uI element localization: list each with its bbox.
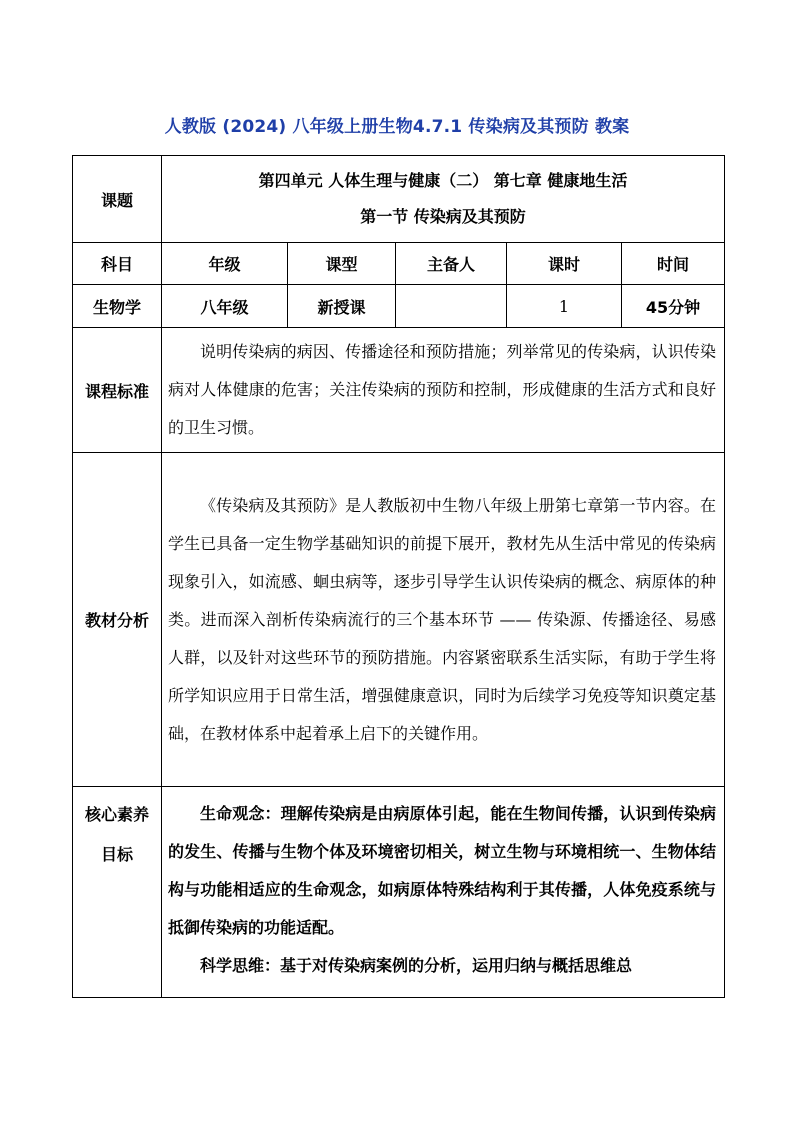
analysis-label: 教材分析: [73, 453, 162, 787]
header-periods: 课时: [507, 243, 622, 285]
standard-content: [162, 328, 725, 453]
analysis-row: [73, 453, 725, 787]
standard-row: [73, 328, 725, 453]
info-header-row: [73, 243, 725, 285]
value-subject: 生物学: [73, 285, 162, 328]
value-periods: 1: [507, 285, 622, 328]
core-paragraph-2: 科学思维：基于对传染病案例的分析，运用归纳与概括思维总: [200, 956, 633, 975]
topic-row: [73, 156, 725, 243]
document-title: 人教版 (2024) 八年级上册生物4.7.1 传染病及其预防 教案: [164, 117, 630, 137]
value-preparer: [396, 285, 507, 328]
header-duration: 时间: [622, 243, 725, 285]
header-grade: 年级: [162, 243, 288, 285]
topic-line-2: 第一节 传染病及其预防: [360, 207, 526, 226]
analysis-content: [162, 453, 725, 787]
core-literacy-content: [162, 787, 725, 998]
header-lesson-type: 课型: [288, 243, 396, 285]
value-duration: 45分钟: [622, 285, 725, 328]
core-literacy-row: [73, 787, 725, 998]
lesson-plan-table: [72, 155, 725, 998]
standard-label: 课程标准: [73, 328, 162, 453]
topic-content: [162, 156, 725, 243]
header-subject: 科目: [73, 243, 162, 285]
core-paragraph-1: 生命观念：理解传染病是由病原体引起，能在生物间传播，认识到传染病的发生、传播与生物个体及环境密切相关，树立生物与环境相统一、生物体结构与功能相适应的生命观念，如病原体特殊结构利于其传播，人体免疫系统与抵御传染病的功能适配。: [168, 804, 717, 937]
info-value-row: [73, 285, 725, 328]
topic-label: 课题: [73, 156, 162, 243]
core-literacy-label: [73, 787, 162, 998]
value-lesson-type: 新授课: [288, 285, 396, 328]
core-label-line-1: 核心素养: [84, 805, 149, 824]
topic-line-1: 第四单元 人体生理与健康（二） 第七章 健康地生活: [258, 171, 628, 190]
standard-text: 说明传染病的病因、传播途径和预防措施；列举常见的传染病，认识传染病对人体健康的危害；关注传染病的预防和控制，形成健康的生活方式和良好的卫生习惯。: [168, 342, 717, 437]
core-label-line-2: 目标: [100, 845, 133, 864]
header-preparer: 主备人: [396, 243, 507, 285]
value-grade: 八年级: [162, 285, 288, 328]
analysis-text: 《传染病及其预防》是人教版初中生物八年级上册第七章第一节内容。在学生已具备一定生物学基础知识的前提下展开，教材先从生活中常见的传染病现象引入，如流感、蛔虫病等，逐步引导学生认识传染病的概念、病原体的种类。进而深入剖析传染病流行的三个基本环节 —— 传染源、传播途径、易感人群，以及针对这些环节的预防措施。内容紧密联系生活实际，有助于学生将所学知识应用于日常生活，增强健康意识，同时为后续学习免疫等知识奠定基础，在教材体系中起着承上启下的关键作用。: [168, 495, 717, 743]
